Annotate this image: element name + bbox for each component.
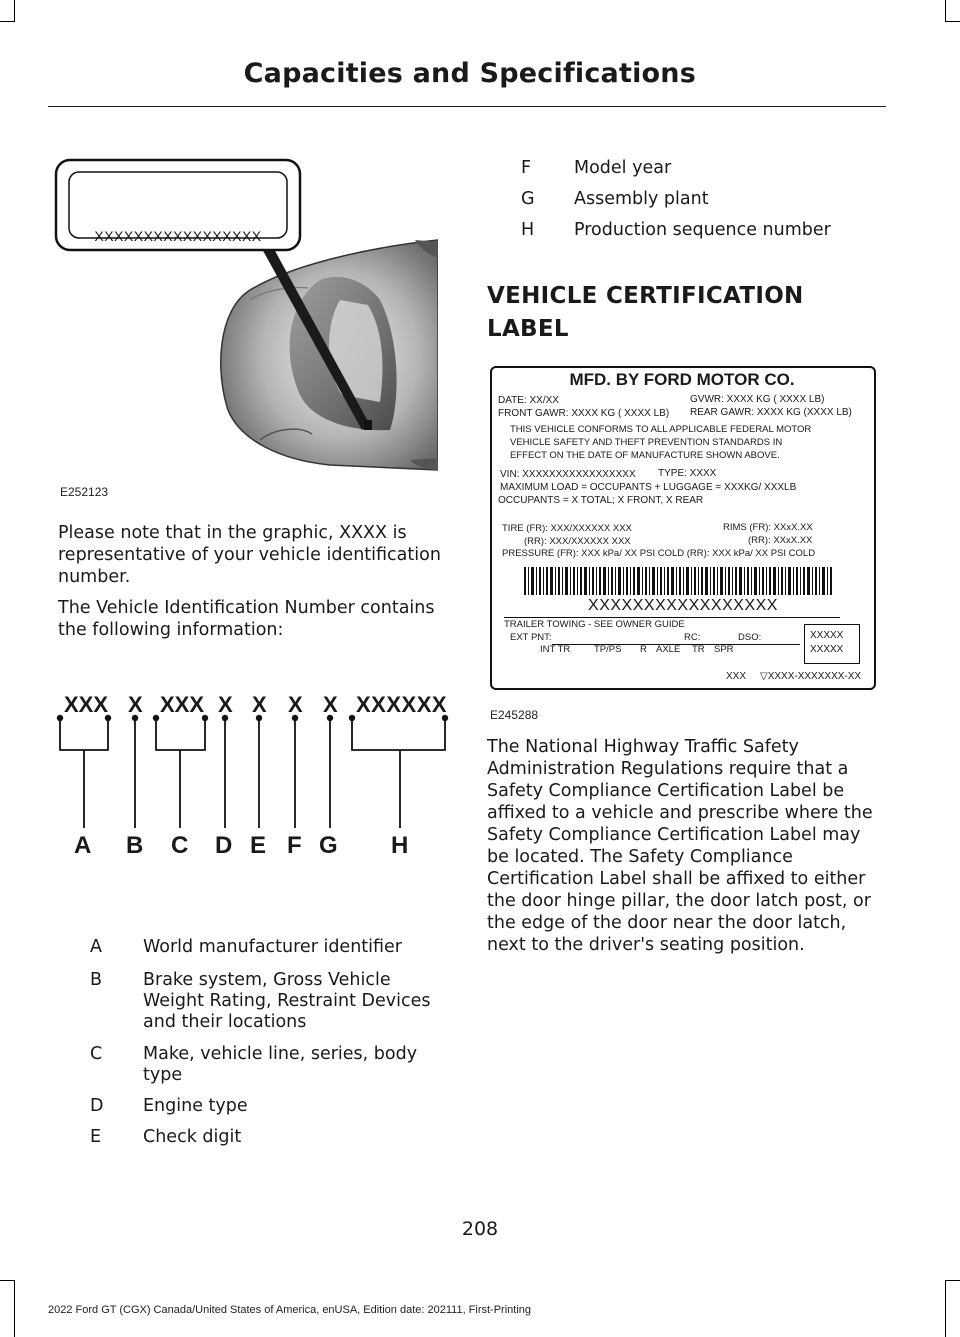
- label-bottom-code: XXX: [726, 671, 747, 682]
- figure-code: E245288: [490, 708, 539, 722]
- crop-mark: [14, 0, 15, 22]
- vin-legend-letter: B: [90, 970, 103, 990]
- vin-legend-text: Check digit: [143, 1127, 242, 1147]
- label-dso: DSO:: [738, 632, 762, 643]
- vin-letter: D: [215, 832, 233, 859]
- certification-paragraph: The National Highway Traffic Safety Administration Regulations require that a Safety Compliance Certification Label be affixed to a vehicle and prescribe where the Safety Compliance Certification Label may be located. The Safety Compliance Certification Label shall be affixed to either the door hinge pillar, the door latch post, or the edge of the door near the door latch, next to the driver's seating position.: [487, 737, 873, 955]
- label-tr: TR: [692, 644, 705, 655]
- vin-letter: H: [391, 832, 409, 859]
- label-bottom-part: ▽XXXX-XXXXXXX-XX: [760, 671, 862, 682]
- intro-paragraph: The Vehicle Identification Number contains the following information:: [58, 598, 435, 640]
- vin-legend-letter: D: [90, 1096, 104, 1116]
- crop-mark: [946, 21, 960, 22]
- label-gvwr: GVWR: XXXX KG ( XXXX LB): [690, 394, 825, 405]
- crop-mark: [14, 1280, 15, 1337]
- car-illustration: [50, 140, 438, 512]
- label-rc: RC:: [684, 632, 701, 643]
- label-front-gawr: FRONT GAWR: XXXX KG ( XXXX LB): [498, 408, 670, 419]
- crop-mark: [946, 1280, 960, 1281]
- vin-legend-text: Engine type: [143, 1096, 248, 1116]
- vin-legend-item: [521, 189, 881, 211]
- label-tire-rear: (RR): XXX/XXXXXX XXX: [524, 536, 631, 547]
- label-int-trim: INT TR: [540, 644, 571, 655]
- vin-legend-text: Brake system, Gross Vehicle Weight Rating, Restraint Devices and their locations: [143, 970, 431, 1032]
- label-date: DATE: XX/XX: [498, 395, 559, 406]
- vin-group: XXX: [160, 692, 205, 717]
- vin-legend-letter: F: [521, 158, 532, 178]
- label-pressure: PRESSURE (FR): XXX kPa/ XX PSI COLD (RR): XXX kPa/ XX PSI COLD: [502, 548, 816, 559]
- vin-legend-item: [521, 158, 881, 180]
- label-trailer-towing: TRAILER TOWING - SEE OWNER GUIDE: [504, 619, 685, 630]
- vin-barcode: [524, 567, 834, 595]
- header-divider: [48, 106, 886, 107]
- label-conformance: THIS VEHICLE CONFORMS TO ALL APPLICABLE FEDERAL MOTOR: [510, 424, 812, 435]
- vin-location-figure: [50, 140, 438, 512]
- label-conformance: VEHICLE SAFETY AND THEFT PREVENTION STANDARDS IN: [510, 437, 783, 448]
- label-box-code: XXXXX: [810, 644, 844, 655]
- vin-letter: E: [250, 832, 267, 859]
- vin-legend-text: Assembly plant: [574, 189, 709, 209]
- label-vin: VIN: XXXXXXXXXXXXXXXXX: [500, 469, 636, 480]
- page-header-title: Capacities and Specifications: [243, 58, 696, 89]
- label-r: R: [640, 644, 647, 655]
- vin-group: X: [288, 692, 303, 717]
- label-conformance: EFFECT ON THE DATE OF MANUFACTURE SHOWN ABOVE.: [510, 450, 780, 461]
- figure-code: E252123: [60, 485, 109, 499]
- certification-label: [490, 366, 876, 690]
- crop-mark: [945, 1280, 946, 1337]
- label-max-load: MAXIMUM LOAD = OCCUPANTS + LUGGAGE = XXXKG/ XXXLB: [500, 482, 797, 493]
- vin-letter: F: [287, 832, 302, 859]
- vin-legend-item: [90, 1127, 450, 1149]
- vin-letter: C: [171, 832, 189, 859]
- vin-group: X: [218, 692, 233, 717]
- vin-legend-letter: E: [90, 1127, 102, 1147]
- page-number: 208: [461, 1218, 499, 1240]
- vin-legend-item: [90, 937, 450, 959]
- crop-mark: [0, 1280, 14, 1281]
- vin-legend-text: Production sequence number: [574, 220, 831, 240]
- label-tire-front: TIRE (FR): XXX/XXXXXX XXX: [502, 523, 632, 534]
- vin-legend-text: Make, vehicle line, series, body type: [143, 1044, 418, 1085]
- label-type: TYPE: XXXX: [658, 468, 717, 479]
- vin-legend-item: [521, 220, 881, 242]
- label-spr: SPR: [714, 644, 734, 655]
- label-tp-ps: TP/PS: [594, 644, 622, 655]
- label-title: MFD. BY FORD MOTOR CO.: [569, 370, 795, 389]
- vin-group: X: [323, 692, 338, 717]
- label-box-code: XXXXX: [810, 630, 844, 641]
- label-divider: [504, 617, 840, 618]
- label-axle: AXLE: [656, 644, 681, 655]
- vin-group: XXX: [64, 692, 109, 717]
- label-rear-gawr: REAR GAWR: XXXX KG (XXXX LB): [690, 407, 852, 418]
- vin-letter: A: [74, 832, 92, 859]
- vin-legend-letter: H: [521, 220, 535, 240]
- vin-legend-item: [90, 1096, 450, 1118]
- vin-legend-item: [90, 1044, 450, 1088]
- vin-group: XXXXXX: [356, 692, 448, 717]
- vin-group: X: [128, 692, 143, 717]
- crop-mark: [0, 21, 14, 22]
- vin-legend-text: Model year: [574, 158, 672, 178]
- label-ext-paint: EXT PNT:: [510, 632, 552, 643]
- label-rims-rear: (RR): XXxX.XX: [748, 535, 813, 546]
- vin-letter: G: [319, 832, 338, 859]
- vin-letter: B: [126, 832, 144, 859]
- vin-legend-text: World manufacturer identifier: [143, 937, 402, 957]
- vin-legend-letter: C: [90, 1044, 103, 1064]
- page-footer: 2022 Ford GT (CGX) Canada/United States of America, enUSA, Edition date: 202111, First-Printing: [48, 1304, 532, 1316]
- vin-legend-letter: G: [521, 189, 535, 209]
- label-part-number: XXXX-XXXXXXX-XX: [767, 671, 862, 682]
- intro-paragraph: Please note that in the graphic, XXXX is representative of your vehicle identification number.: [58, 523, 441, 587]
- label-rims-front: RIMS (FR): XXxX.XX: [723, 522, 813, 533]
- vin-legend-item: [90, 970, 450, 1036]
- label-occupants: OCCUPANTS = X TOTAL; X FRONT, X REAR: [498, 495, 704, 506]
- vin-legend-letter: A: [90, 937, 102, 957]
- label-vin-large: XXXXXXXXXXXXXXXXX: [588, 597, 778, 614]
- certification-label-figure: [488, 364, 882, 728]
- section-heading: VEHICLE CERTIFICATION LABEL: [487, 283, 804, 342]
- vin-breakdown-diagram: [50, 680, 450, 870]
- vin-plate-text: XXXXXXXXXXXXXXXXX: [94, 228, 262, 244]
- vin-group: X: [252, 692, 267, 717]
- crop-mark: [945, 0, 946, 22]
